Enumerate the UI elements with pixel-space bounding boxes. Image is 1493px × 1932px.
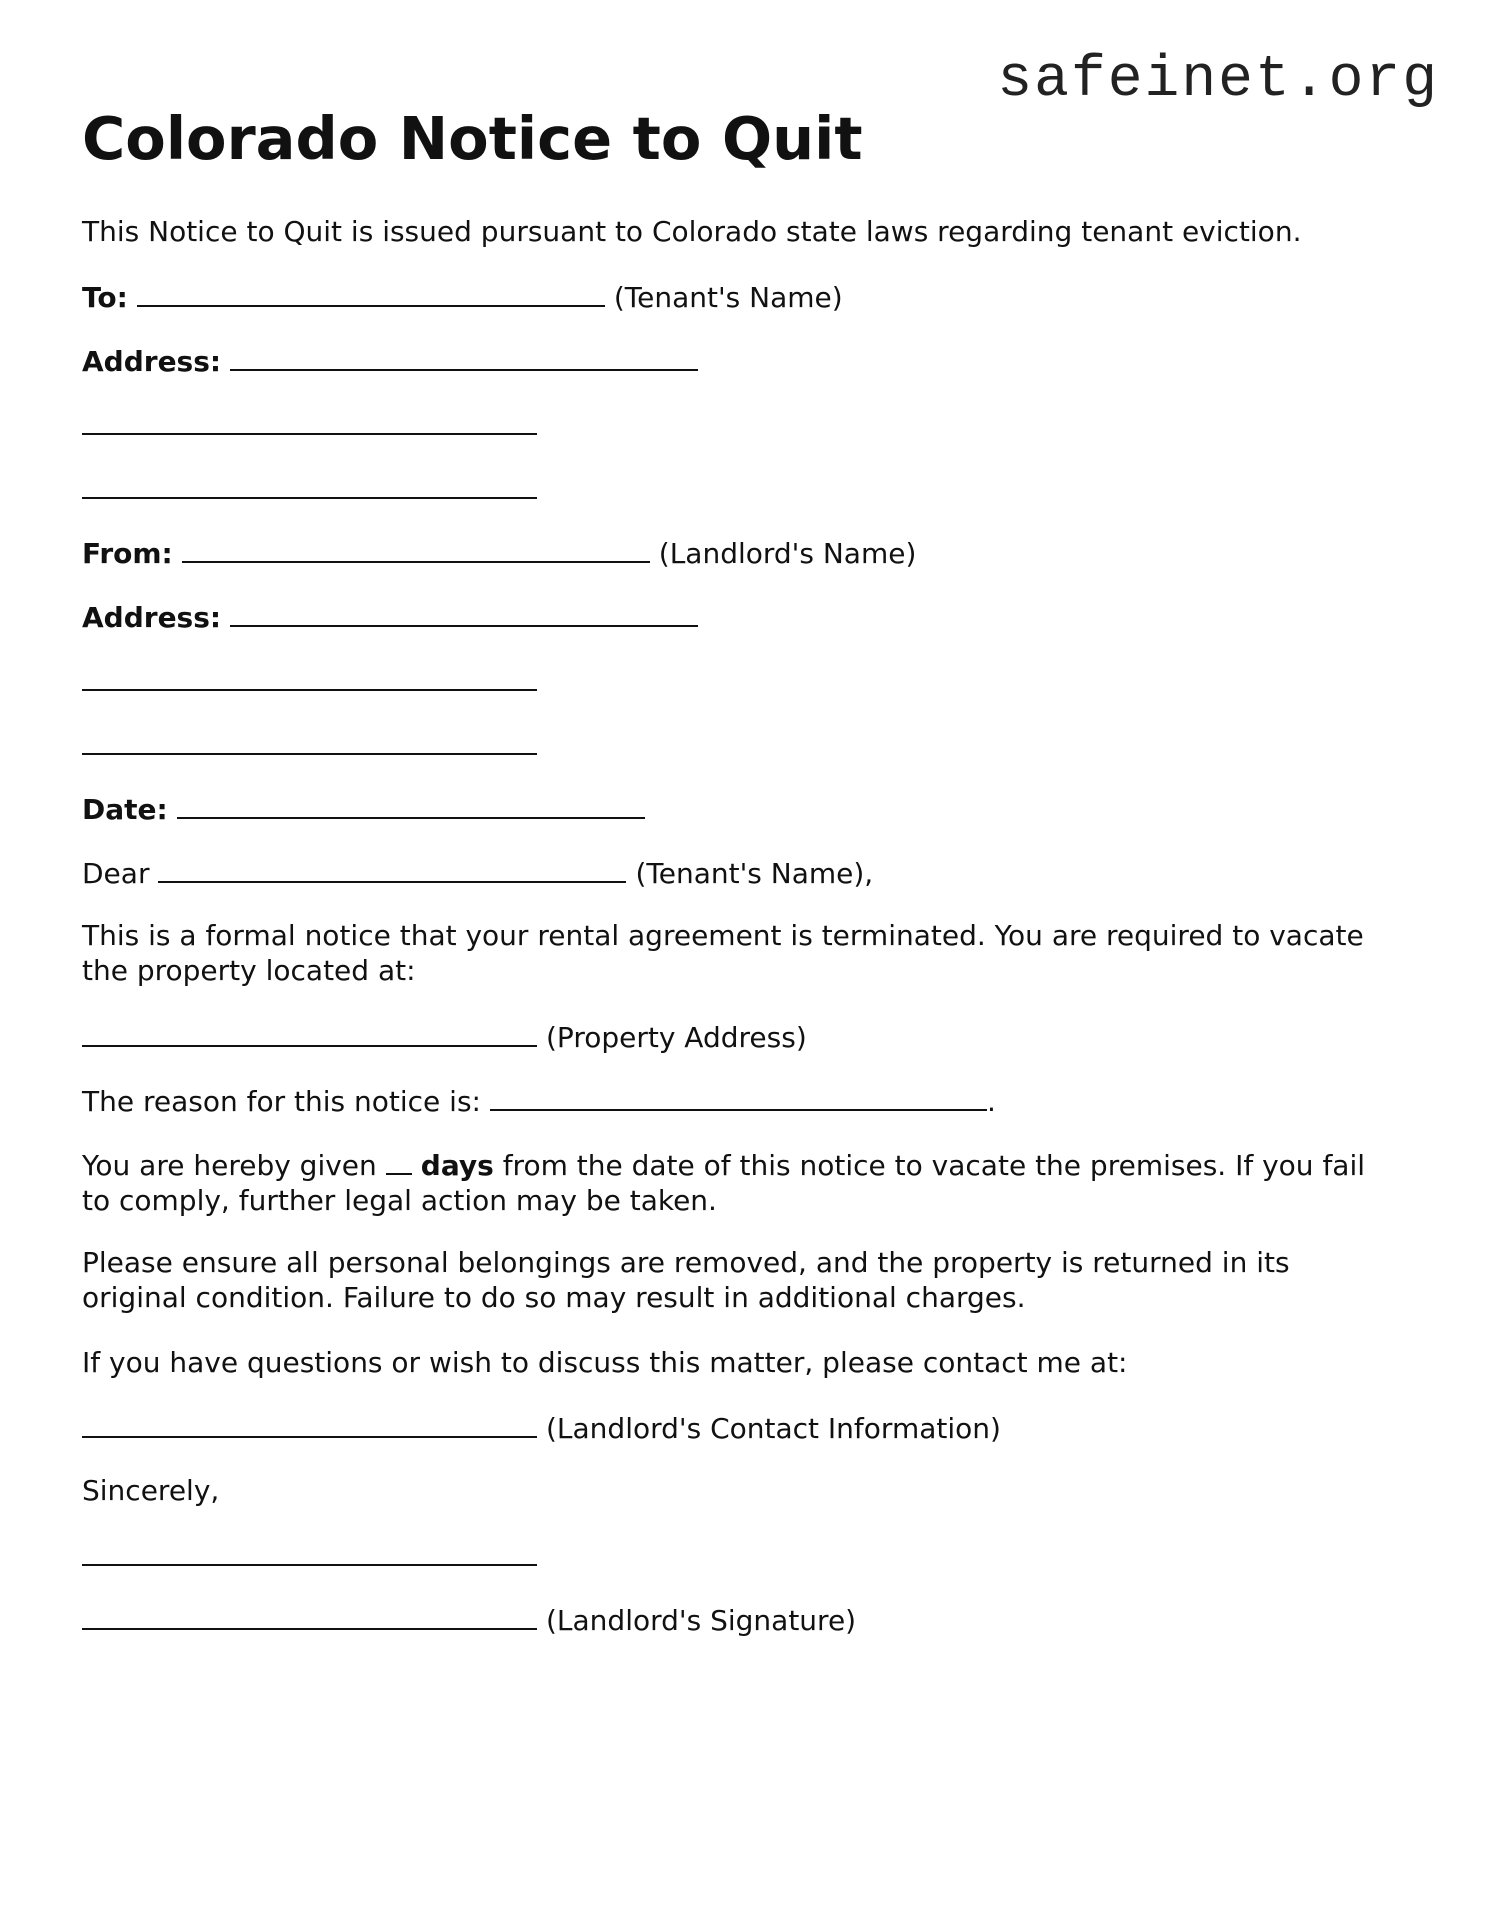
reason-suffix: .	[986, 1085, 996, 1118]
landlord-name-blank[interactable]	[182, 534, 650, 563]
watermark-text: safeinet.org	[997, 48, 1439, 113]
to-hint: (Tenant's Name)	[613, 281, 843, 314]
contact-row	[82, 1409, 1001, 1446]
from-address-blank-2[interactable]	[82, 662, 537, 691]
deadline-paragraph	[82, 1146, 1402, 1218]
days-label: days	[420, 1149, 494, 1182]
reason-blank[interactable]	[490, 1082, 987, 1111]
contact-hint: (Landlord's Contact Information)	[546, 1412, 1001, 1445]
termination-paragraph: This is a formal notice that your rental agreement is terminated. You are required to vacate the property located at:	[82, 919, 1364, 987]
reason-prefix: The reason for this notice is:	[82, 1085, 481, 1118]
from-address-blank-1[interactable]	[230, 598, 698, 627]
intro-text: This Notice to Quit is issued pursuant to Colorado state laws regarding tenant eviction.	[82, 215, 1302, 248]
date-label: Date:	[82, 793, 168, 826]
printed-name-row	[82, 1537, 537, 1574]
from-hint: (Landlord's Name)	[658, 537, 917, 570]
to-address-row-3	[82, 470, 537, 507]
from-address-label: Address:	[82, 601, 222, 634]
property-row	[82, 1018, 807, 1055]
to-row	[82, 278, 843, 315]
date-blank[interactable]	[177, 790, 645, 819]
from-address-row	[82, 598, 698, 635]
from-label: From:	[82, 537, 173, 570]
property-address-blank[interactable]	[82, 1018, 537, 1047]
salutation-prefix: Dear	[82, 857, 150, 890]
closing-text: Sincerely,	[82, 1474, 220, 1507]
signature-row	[82, 1601, 856, 1638]
contact-intro-text: If you have questions or wish to discuss this matter, please contact me at:	[82, 1346, 1128, 1379]
to-address-row-2	[82, 406, 537, 443]
to-address-row	[82, 342, 698, 379]
page-title: Colorado Notice to Quit	[82, 104, 863, 173]
salutation-hint: (Tenant's Name),	[635, 857, 874, 890]
to-address-blank-1[interactable]	[230, 342, 698, 371]
from-address-row-3	[82, 726, 537, 763]
printed-name-blank[interactable]	[82, 1537, 537, 1566]
to-address-blank-2[interactable]	[82, 406, 537, 435]
signature-blank[interactable]	[82, 1601, 537, 1630]
property-hint: (Property Address)	[546, 1021, 807, 1054]
belongings-paragraph: Please ensure all personal belongings are removed, and the property is returned in its original condition. Failure to do so may result in additional charges.	[82, 1246, 1290, 1314]
contact-info-blank[interactable]	[82, 1409, 537, 1438]
deadline-prefix: You are hereby given	[82, 1149, 377, 1182]
days-blank[interactable]	[386, 1146, 412, 1175]
from-address-row-2	[82, 662, 537, 699]
reason-row	[82, 1082, 996, 1119]
salutation-tenant-blank[interactable]	[158, 854, 626, 883]
from-row	[82, 534, 916, 571]
deadline-suffix: from the date of this notice to vacate the premises. If you fail to comply, further legal action may be taken.	[82, 1149, 1366, 1217]
to-address-blank-3[interactable]	[82, 470, 537, 499]
date-row	[82, 790, 645, 827]
salutation-row	[82, 854, 873, 891]
to-label: To:	[82, 281, 128, 314]
to-address-label: Address:	[82, 345, 222, 378]
tenant-name-blank[interactable]	[137, 278, 605, 307]
from-address-blank-3[interactable]	[82, 726, 537, 755]
signature-hint: (Landlord's Signature)	[546, 1604, 857, 1637]
